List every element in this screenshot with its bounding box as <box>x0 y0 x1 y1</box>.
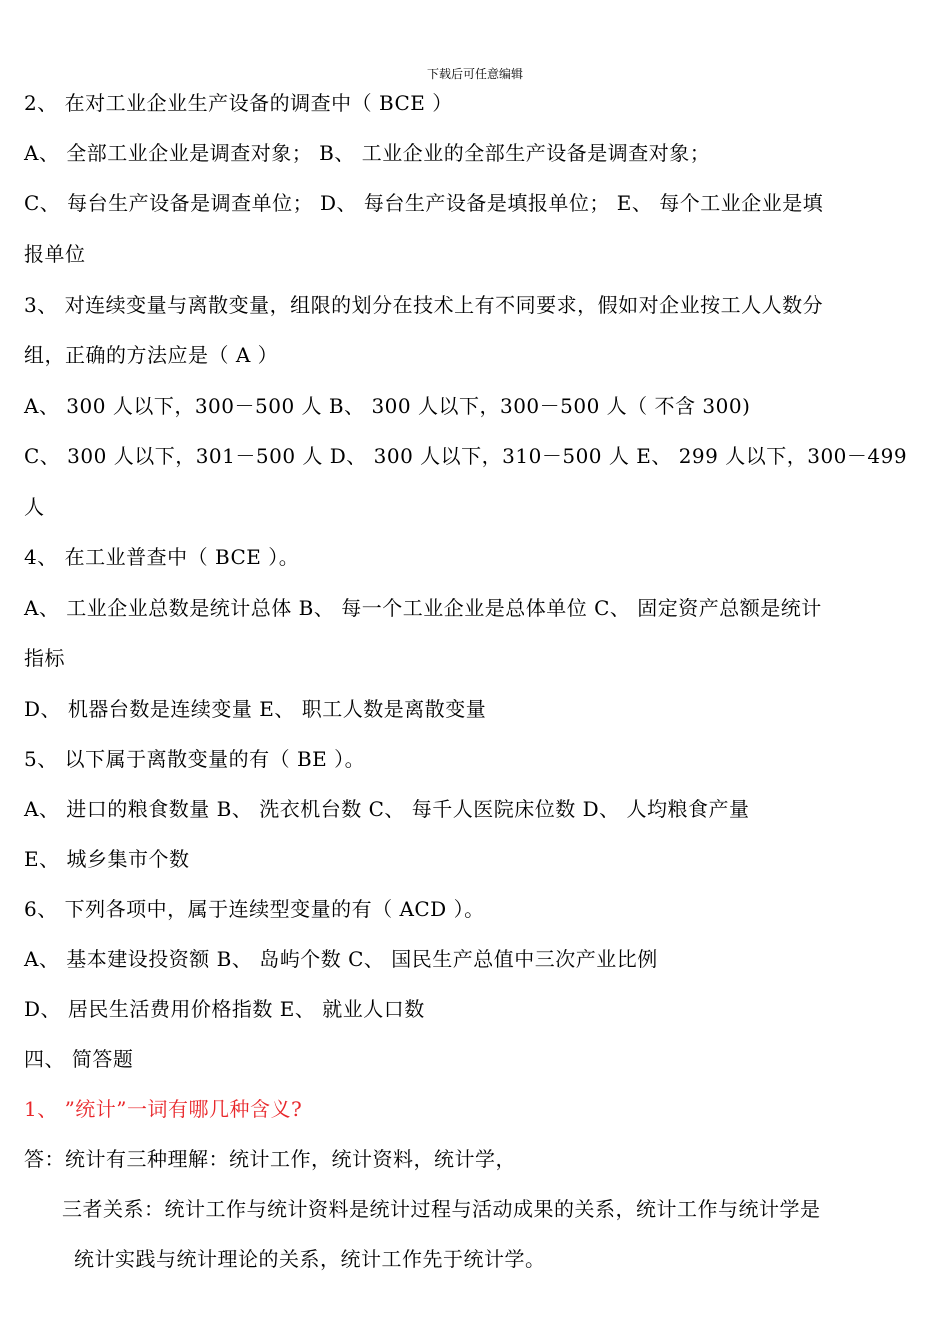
question-3-options-cde: C、 300 人以下，301－500 人 D、 300 人以下，310－500 人 E、 299 人以下，300－499 <box>24 444 908 468</box>
question-2-options-ab: A、 全部工业企业是调查对象； B、 工业企业的全部生产设备是调查对象； <box>24 141 711 165</box>
section-heading: 四、 简答题 <box>24 1047 134 1071</box>
question-4-stem: 4、 在工业普查中（ BCE ）。 <box>24 545 300 569</box>
question-5-stem: 5、 以下属于离散变量的有（ BE ）。 <box>24 747 366 771</box>
question-3-options-ab: A、 300 人以下，300－500 人 B、 300 人以下，300－500 人（ 不含 300) <box>24 394 751 418</box>
question-6-stem: 6、 下列各项中，属于连续型变量的有（ ACD ）。 <box>24 897 485 921</box>
header-note: 下载后可任意编辑 <box>426 67 523 81</box>
answer-relation-text: 三者关系：统计工作与统计资料是统计过程与活动成果的关系，统计工作与统计学是 <box>62 1197 821 1221</box>
answer-text: 答：统计有三种理解：统计工作，统计资料，统计学， <box>24 1147 516 1171</box>
question-3-options-cont: 人 <box>24 495 45 519</box>
question-4-options-cont: 指标 <box>24 646 65 670</box>
question-5-options-abcd: A、 进口的粮食数量 B、 洗衣机台数 C、 每千人医院床位数 D、 人均粮食产量 <box>24 797 750 821</box>
answer-relation-cont: 统计实践与统计理论的关系，统计工作先于统计学。 <box>74 1247 546 1271</box>
question-6-options-de: D、 居民生活费用价格指数 E、 就业人口数 <box>24 997 425 1021</box>
question-3-stem-cont: 组，正确的方法应是（ A ） <box>24 343 279 367</box>
question-2-options-cont: 报单位 <box>24 242 86 266</box>
question-6-options-abc: A、 基本建设投资额 B、 岛屿个数 C、 国民生产总值中三次产业比例 <box>24 947 658 971</box>
question-2-stem: 2、 在对工业企业生产设备的调查中（ BCE ） <box>24 91 453 115</box>
question-4-options-abc: A、 工业企业总数是统计总体 B、 每一个工业企业是总体单位 C、 固定资产总额是统计 <box>24 596 822 620</box>
question-4-options-de: D、 机器台数是连续变量 E、 职工人数是离散变量 <box>24 697 487 721</box>
question-2-options-cde: C、 每台生产设备是调查单位； D、 每台生产设备是填报单位； E、 每个工业企业是填 <box>24 191 824 215</box>
question-3-stem: 3、 对连续变量与离散变量，组限的划分在技术上有不同要求，假如对企业按工人人数分 <box>24 293 824 317</box>
short-answer-question-1: 1、 ”统计”一词有哪几种含义? <box>24 1097 303 1121</box>
question-5-options-e: E、 城乡集市个数 <box>24 847 190 871</box>
